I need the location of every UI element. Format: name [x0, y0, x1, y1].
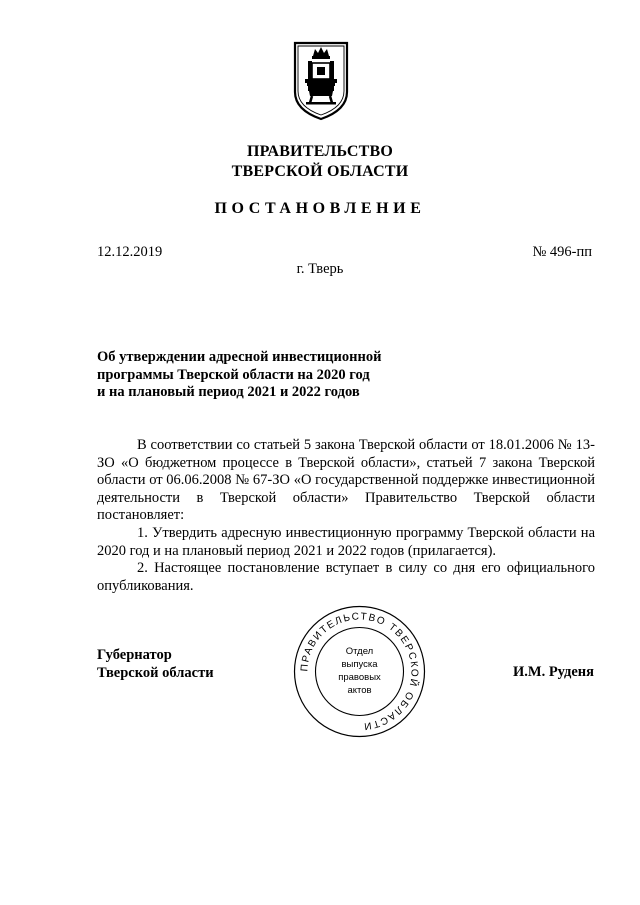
signatory-name: И.М. Руденя — [512, 664, 594, 680]
body-paragraph-item-1: 1. Утвердить адресную инвестиционную программу Тверской области на 2020 год и на плановый период 2021 и 2022 годов (прилагается). — [97, 524, 595, 559]
coat-of-arms-emblem — [292, 40, 350, 122]
stamp-line-3: правовых — [338, 672, 381, 683]
government-name — [0, 142, 640, 182]
document-number: № 496-пп — [532, 244, 592, 260]
document-body — [97, 437, 595, 595]
stamp-line-4: актов — [347, 685, 372, 696]
signatory-title — [97, 647, 214, 682]
subject-line: и на плановый период 2021 и 2022 годов — [97, 384, 360, 400]
body-paragraph-preamble: В соответствии со статьей 5 закона Тверской области от 18.01.2006 № 13-ЗО «О бюджетном процессе в Тверской области», статьей 7 закона Тверской области от 06.06.2008 № 67-ЗО «О государственной поддержке инвестиционной деятельности в Тверской области» Правительство Тверской области постановляет: — [97, 437, 595, 524]
subject-line: программы Тверской области на 2020 год — [97, 366, 370, 383]
signatory-title-line-2: Тверской области — [97, 664, 214, 681]
official-stamp — [292, 604, 427, 739]
government-line-2: ТВЕРСКОЙ ОБЛАСТИ — [231, 163, 409, 180]
document-type-title: ПОСТАНОВЛЕНИЕ — [214, 200, 426, 217]
stamp-ring-text: ПРАВИТЕЛЬСТВО ТВЕРСКОЙ ОБЛАСТИ — [299, 611, 420, 732]
document-date: 12.12.2019 — [97, 244, 163, 260]
stamp-line-1: Отдел — [345, 646, 374, 657]
subject-line: Об утверждении адресной инвестиционной — [97, 349, 382, 365]
government-line-1: ПРАВИТЕЛЬСТВО — [246, 143, 394, 160]
document-subject — [97, 349, 381, 402]
body-paragraph-item-2: 2. Настоящее постановление вступает в силу со дня его официального опубликования. — [97, 560, 595, 594]
stamp-line-2: выпуска — [341, 659, 378, 670]
signatory-title-line-1: Губернатор — [97, 647, 172, 663]
document-city: г. Тверь — [296, 261, 344, 277]
